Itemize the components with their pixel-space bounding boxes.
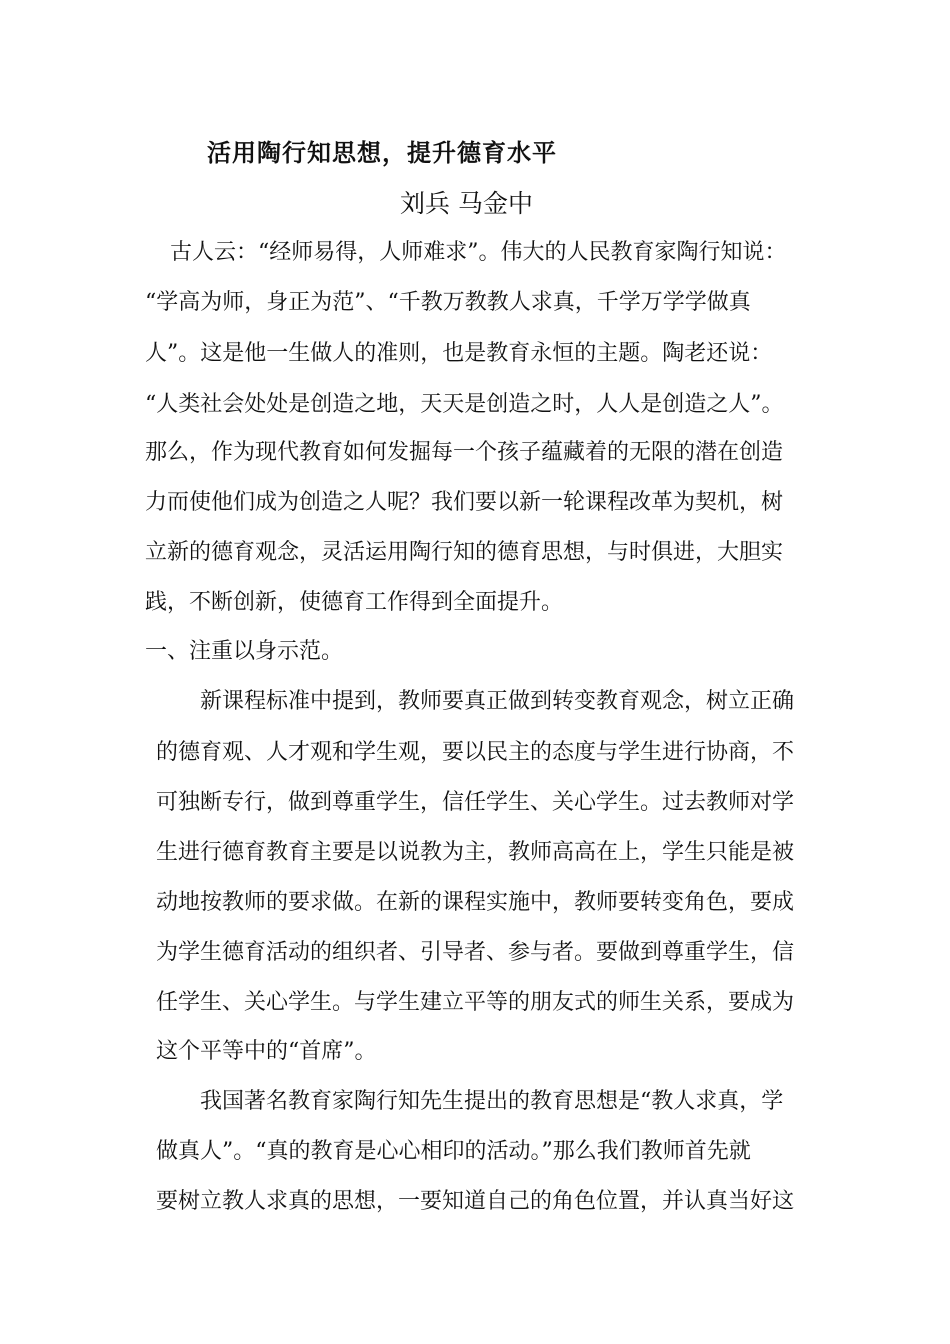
paragraph-line: 生进行德育教育主要是以说教为主，教师高高在上，学生只能是被 [156,840,795,865]
intro-line: 力而使他们成为创造之人呢？我们要以新一轮课程改革为契机，树 [145,490,784,515]
intro-line: 人”。这是他一生做人的准则，也是教育永恒的主题。陶老还说： [145,341,773,366]
paragraph-line: 可独断专行，做到尊重学生，信任学生、关心学生。过去教师对学 [156,790,795,815]
section-heading: 一、注重以身示范。 [145,639,344,664]
intro-line: 立新的德育观念，灵活运用陶行知的德育思想，与时俱进，大胆实 [145,540,784,565]
paragraph-line: 做真人”。“真的教育是心心相印的活动。”那么我们教师首先就 [156,1139,751,1164]
intro-line: 那么，作为现代教育如何发掘每一个孩子蕴藏着的无限的潜在创造 [145,440,784,465]
intro-line: “人类社会处处是创造之地，天天是创造之时，人人是创造之人”。 [145,392,784,417]
paragraph-line: 动地按教师的要求做。在新的课程实施中，教师要转变角色，要成 [156,890,795,915]
document-title: 活用陶行知思想，提升德育水平 [207,138,557,167]
document-authors: 刘兵 马金中 [400,189,533,218]
intro-line: 古人云：“经师易得，人师难求”。伟大的人民教育家陶行知说： [170,240,787,265]
paragraph-line: 这个平等中的“首席”。 [156,1039,377,1064]
paragraph-line: 的德育观、人才观和学生观，要以民主的态度与学生进行协商，不 [156,740,795,765]
intro-line: “学高为师，身正为范”、“千教万教教人求真，千学万学学做真 [145,290,751,315]
paragraph-line: 任学生、关心学生。与学生建立平等的朋友式的师生关系，要成为 [156,990,795,1015]
intro-line: 践，不断创新，使德育工作得到全面提升。 [145,590,564,615]
paragraph-line: 新课程标准中提到，教师要真正做到转变教育观念，树立正确 [200,689,795,714]
paragraph-line: 为学生德育活动的组织者、引导者、参与者。要做到尊重学生，信 [156,940,795,965]
paragraph-line: 要树立教人求真的思想，一要知道自己的角色位置，并认真当好这 [156,1189,795,1214]
paragraph-line: 我国著名教育家陶行知先生提出的教育思想是“教人求真，学 [200,1089,784,1114]
